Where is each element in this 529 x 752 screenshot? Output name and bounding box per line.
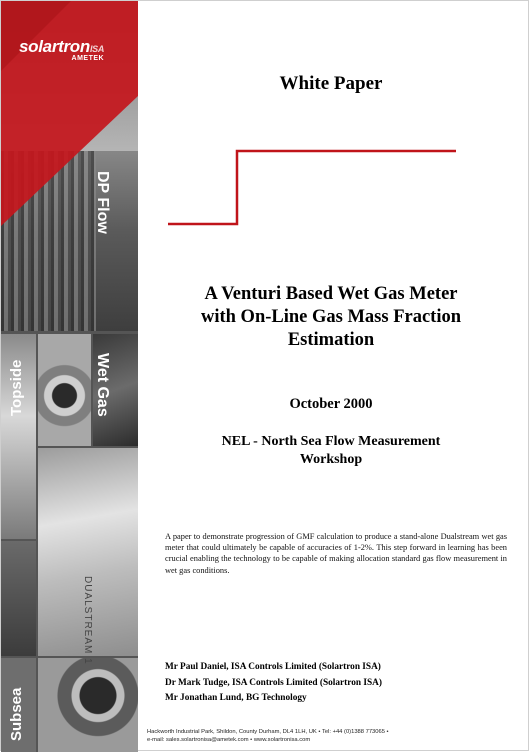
author-list (165, 660, 382, 707)
pipework-photo (1, 541, 36, 656)
photo-collage (1, 1, 138, 752)
publication-date: October 2000 (289, 396, 373, 412)
solartron-logo: solartronISA AMETEK (19, 37, 105, 62)
abstract: A paper to demonstrate progression of GMF calculation to produce a stand-alone Dualstream wet gas meter that could ultimately be capable of accuracies of 1-2%. This step forward in learning has been crucial enabling the technology to be capable of making allocation standard gas flow measurement in wet gas conditions. (165, 532, 507, 575)
paper-title: A Venturi Based Wet Gas Meter with On-Line Gas Mass Fraction Estimation (200, 284, 462, 350)
author: Mr Paul Daniel, ISA Controls Limited (Solartron ISA) (165, 662, 381, 672)
author: Mr Jonathan Lund, BG Technology (165, 693, 307, 703)
topside-label: Topside (8, 359, 25, 416)
ametek-logo: AMETEK (71, 55, 105, 62)
conference-name: NEL - North Sea Flow Measurement Workshop (221, 434, 441, 467)
flange-photo (38, 334, 91, 446)
dp-flow-label: DP Flow (94, 171, 111, 234)
subsea-flange-photo (38, 658, 138, 752)
contact-footer: Hackworth Industrial Park, Shildon, County Durham, DL4 1LH, UK • Tel: +44 (0)1388 773065 • e-mail: sales.solartronisa@ametek.com • www.solartronisa.com (147, 729, 389, 743)
dualstream-label: DUALSTREAM 1 (82, 576, 93, 665)
red-diagonal-band (1, 1, 138, 231)
author: Dr Mark Tudge, ISA Controls Limited (Solartron ISA) (165, 677, 382, 688)
subsea-label: Subsea (8, 687, 25, 741)
document-type: White Paper (279, 73, 383, 94)
wet-gas-label: Wet Gas (94, 353, 111, 417)
red-step-line (141, 141, 461, 231)
